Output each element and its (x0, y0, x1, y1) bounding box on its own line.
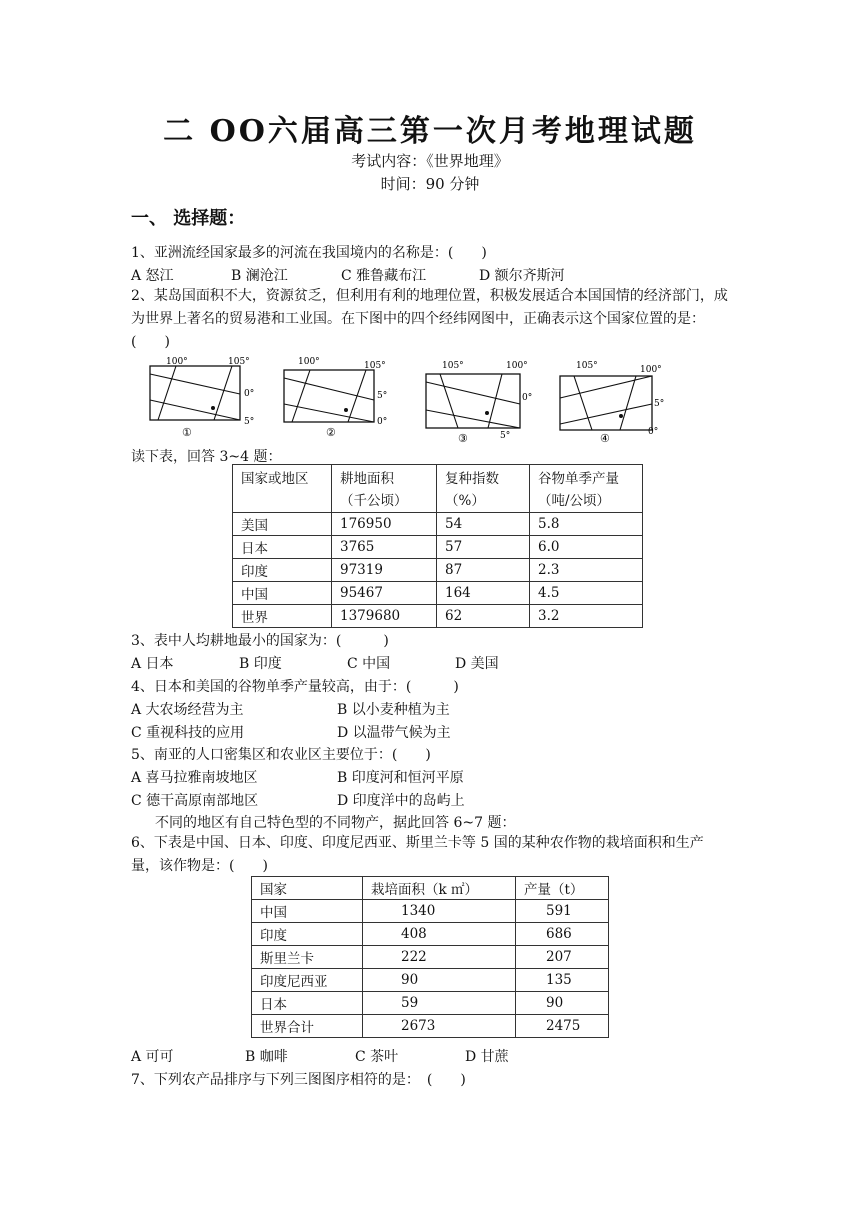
q3-option-c[interactable]: C 中国 (347, 656, 391, 672)
map-4-top-left-label: 105° (576, 361, 598, 371)
question-4-stem: 4、日本和美国的谷物单季产量较高，由于：( ) (131, 679, 459, 695)
question-4-options-row-2 (131, 722, 751, 742)
crop-table (251, 876, 609, 1038)
table-header-row (252, 877, 609, 900)
q1-option-b[interactable]: B 澜沧江 (231, 268, 288, 284)
table-row (252, 969, 609, 992)
q4-option-c[interactable]: C 重视科技的应用 (131, 725, 245, 741)
table-cell: 2.3 (530, 559, 643, 582)
q5-option-d[interactable]: D 印度洋中的岛屿上 (337, 793, 465, 809)
map-3-right-top-label: 0° (522, 393, 533, 403)
table-cell: 世界 (233, 605, 332, 628)
map-3-top-right-label: 100° (506, 361, 528, 371)
question-1-stem: 1、亚洲流经国家最多的河流在我国境内的名称是：( ) (131, 245, 487, 261)
table-cell: 世界合计 (252, 1015, 363, 1038)
table-cell: 1379680 (332, 605, 437, 628)
question-4-options-row-1 (131, 699, 751, 719)
table-cell: 印度 (252, 923, 363, 946)
table-row (233, 605, 643, 628)
q6-option-b[interactable]: B 咖啡 (245, 1049, 288, 1065)
map-2[interactable] (284, 357, 387, 439)
table-cell: 207 (516, 946, 609, 969)
table-cell: 135 (516, 969, 609, 992)
question-5-stem: 5、南亚的人口密集区和农业区主要位于：( ) (131, 747, 431, 763)
q4-option-a[interactable]: A 大农场经营为主 (131, 702, 244, 718)
table-cell: 美国 (233, 513, 332, 536)
exam-time: 时间：90 分钟 (380, 175, 480, 193)
table-header-row (233, 465, 643, 513)
table-row (233, 513, 643, 536)
table-cell: 2673 (363, 1015, 516, 1038)
q6-option-a[interactable]: A 可可 (131, 1049, 174, 1065)
table-cell: 97319 (332, 559, 437, 582)
table-row (252, 1015, 609, 1038)
table-cell: 222 (363, 946, 516, 969)
map-2-top-left-label: 100° (298, 357, 320, 367)
table-header-cell: 谷物单季产量 （吨/公顷） (530, 465, 643, 513)
map-1-top-left-label: 100° (166, 357, 188, 367)
map-1-top-right-label: 105° (228, 357, 250, 367)
map-1-right-top-label: 0° (244, 389, 255, 399)
map-3-right-bottom-label: 5° (500, 431, 511, 441)
map-2-right-bottom-label: 0° (377, 417, 388, 427)
question-5-options-row-2 (131, 790, 751, 810)
table-cell: 686 (516, 923, 609, 946)
table-cell: 90 (516, 992, 609, 1015)
q4-option-d[interactable]: D 以温带气候为主 (337, 725, 451, 741)
exam-content: 考试内容：《世界地理》 (351, 152, 509, 170)
map-3-number: ③ (458, 432, 468, 445)
table-cell: 591 (516, 900, 609, 923)
table-cell: 164 (437, 582, 530, 605)
table-cell: 3.2 (530, 605, 643, 628)
table-cell: 57 (437, 536, 530, 559)
table-cell: 62 (437, 605, 530, 628)
question-1-options (131, 265, 751, 285)
table-row (233, 582, 643, 605)
table-header-cell: 国家 (252, 877, 363, 900)
lat-long-maps (140, 354, 680, 446)
section-heading: 一、 选择题： (131, 208, 246, 229)
q4-option-b[interactable]: B 以小麦种植为主 (337, 702, 450, 718)
q1-option-a[interactable]: A 怒江 (131, 268, 174, 284)
question-5-options-row-1 (131, 767, 751, 787)
table-cell: 90 (363, 969, 516, 992)
map-3[interactable] (426, 361, 532, 445)
map-4-top-right-label: 100° (640, 365, 662, 375)
question-6-stem: 6、下表是中国、日本、印度、印度尼西亚、斯里兰卡等 5 国的某种农作物的栽培面积和生产量，该作物是：( ) (131, 835, 704, 874)
table-cell: 中国 (252, 900, 363, 923)
table-header-cell: 国家或地区 (233, 465, 332, 513)
table-cell: 3765 (332, 536, 437, 559)
table-cell: 2475 (516, 1015, 609, 1038)
questions-6-7-intro: 不同的地区有自己特色型的不同物产，据此回答 6~7 题： (155, 815, 516, 831)
table-cell: 1340 (363, 900, 516, 923)
table-header-cell: 复种指数 （%） (437, 465, 530, 513)
map-1-number: ① (182, 426, 192, 439)
map-3-top-left-label: 105° (442, 361, 464, 371)
q5-option-a[interactable]: A 喜马拉雅南坡地区 (131, 770, 258, 786)
map-2-number: ② (326, 426, 336, 439)
table-cell: 5.8 (530, 513, 643, 536)
q1-option-c[interactable]: C 雅鲁藏布江 (341, 268, 427, 284)
q3-option-a[interactable]: A 日本 (131, 656, 174, 672)
table-row (252, 946, 609, 969)
q5-option-b[interactable]: B 印度河和恒河平原 (337, 770, 464, 786)
q3-option-d[interactable]: D 美国 (455, 656, 499, 672)
table-row (252, 900, 609, 923)
q6-option-c[interactable]: C 茶叶 (355, 1049, 399, 1065)
table-header-cell: 耕地面积 （千公顷） (332, 465, 437, 513)
farmland-table (232, 464, 643, 628)
question-3-options (131, 653, 751, 673)
q5-option-c[interactable]: C 德干高原南部地区 (131, 793, 259, 809)
table-cell: 中国 (233, 582, 332, 605)
map-4-right-top-label: 5° (654, 399, 665, 409)
table-cell: 408 (363, 923, 516, 946)
table-cell: 95467 (332, 582, 437, 605)
map-4-right-bottom-label: 0° (648, 427, 659, 437)
table-cell: 59 (363, 992, 516, 1015)
table-row (233, 536, 643, 559)
table-cell: 6.0 (530, 536, 643, 559)
map-2-top-right-label: 105° (364, 361, 386, 371)
question-7-stem: 7、下列农产品排序与下列三图图序相符的是： ( ) (131, 1072, 466, 1088)
table-intro: 读下表，回答 3~4 题： (131, 449, 282, 465)
table-cell: 印度尼西亚 (252, 969, 363, 992)
table-row (252, 923, 609, 946)
map-4[interactable] (560, 361, 664, 445)
table-cell: 87 (437, 559, 530, 582)
table-header-cell: 产量（t） (516, 877, 609, 900)
map-4-number: ④ (600, 432, 610, 445)
map-2-right-top-label: 5° (377, 391, 388, 401)
question-3-stem: 3、表中人均耕地最小的国家为：( ) (131, 633, 389, 649)
table-cell: 4.5 (530, 582, 643, 605)
table-header-cell: 栽培面积（k ㎡） (363, 877, 516, 900)
q1-option-d[interactable]: D 额尔齐斯河 (479, 268, 565, 284)
table-cell: 日本 (252, 992, 363, 1015)
map-1-right-bottom-label: 5° (244, 417, 255, 427)
table-cell: 印度 (233, 559, 332, 582)
page-title: 二 OO六届高三第一次月考地理试题 (163, 114, 697, 149)
table-row (252, 992, 609, 1015)
question-6-options (131, 1046, 751, 1066)
q3-option-b[interactable]: B 印度 (239, 656, 282, 672)
table-cell: 54 (437, 513, 530, 536)
table-cell: 176950 (332, 513, 437, 536)
table-cell: 日本 (233, 536, 332, 559)
table-cell: 斯里兰卡 (252, 946, 363, 969)
q6-option-d[interactable]: D 甘蔗 (465, 1049, 509, 1065)
table-row (233, 559, 643, 582)
question-2-stem: 2、某岛国面积不大，资源贫乏，但利用有利的地理位置，积极发展适合本国国情的经济部门，成为世界上著名的贸易港和工业国。在下图中的四个经纬网图中，正确表示这个国家位置的是：( ) (131, 288, 728, 350)
map-1[interactable] (150, 357, 254, 439)
